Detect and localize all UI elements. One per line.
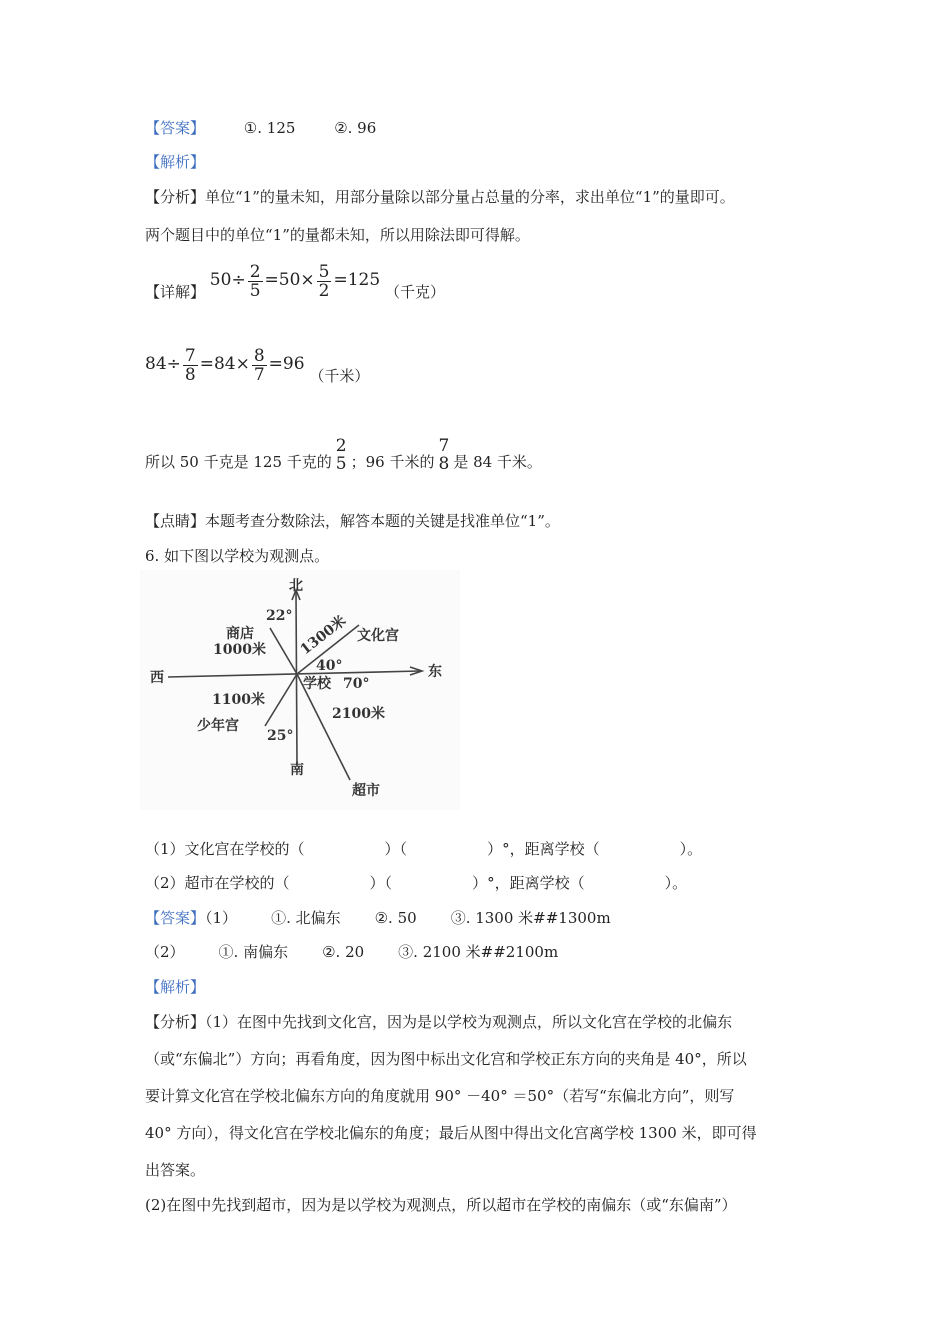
numerator: 2 bbox=[249, 261, 261, 282]
label-market-angle: 70° bbox=[343, 676, 370, 692]
text: ）（ bbox=[384, 840, 408, 858]
label-north: 北 bbox=[289, 578, 303, 594]
label-shop-dist: 1000米 bbox=[213, 642, 266, 658]
label-market: 超市 bbox=[352, 783, 380, 799]
q6-title: 6. 如下图以学校为观测点。 bbox=[145, 547, 330, 565]
q6-fenxi-l6: (2)在图中先找到超市，因为是以学校为观测点，所以超市在学校的南偏东（或“东偏南”） bbox=[145, 1196, 737, 1214]
q6-fenxi-l1 bbox=[145, 1012, 732, 1032]
text: ）。 bbox=[679, 840, 703, 858]
label-west: 西 bbox=[150, 670, 164, 686]
label-youth-dist: 1100米 bbox=[212, 692, 265, 708]
fraction bbox=[248, 263, 263, 300]
label-culture-dist: 1300米 bbox=[297, 612, 350, 659]
denominator: 8 bbox=[184, 364, 196, 385]
q5-conclusion bbox=[145, 426, 542, 484]
answer: ②. 20 bbox=[322, 943, 365, 961]
text: ）°，距离学校（ bbox=[472, 874, 585, 892]
expr: =84× bbox=[199, 354, 250, 374]
q6-fenxi-l4: 40° 方向），得文化宫在学校北偏东的角度；最后从图中得出文化宫离学校 1300 米，即可得 bbox=[145, 1124, 757, 1142]
fenxi-text: 单位“1”的量未知，用部分量除以部分量占总量的分率，求出单位“1”的量即可。 bbox=[205, 188, 735, 206]
answer-label: 【答案】 bbox=[145, 119, 206, 137]
fenxi-label: 【分析】 bbox=[145, 1013, 206, 1031]
answer: ①. 南偏东 bbox=[218, 943, 289, 961]
q6-sub1 bbox=[145, 839, 702, 859]
dianjing-text: 本题考查分数除法，解答本题的关键是找准单位“1”。 bbox=[205, 512, 560, 530]
label-shop-angle: 22° bbox=[266, 608, 293, 624]
denominator: 5 bbox=[335, 454, 347, 474]
q5-fenxi-line2: 两个题目中的单位“1”的量都未知，所以用除法即可得解。 bbox=[145, 226, 530, 244]
answer-2: ②. 96 bbox=[334, 119, 377, 137]
text: ）°，距离学校（ bbox=[487, 840, 600, 858]
answer: ②. 50 bbox=[374, 909, 417, 927]
answer: ①. 北偏东 bbox=[271, 909, 341, 927]
numerator: 7 bbox=[438, 436, 450, 456]
numerator: 7 bbox=[184, 345, 196, 366]
label-school: 学校 bbox=[303, 676, 331, 692]
detail-label: 【详解】 bbox=[145, 283, 206, 301]
op: ÷ bbox=[166, 354, 181, 374]
label-culture: 文化宫 bbox=[357, 628, 399, 644]
denominator: 7 bbox=[253, 364, 265, 385]
answer-1: ①. 125 bbox=[243, 119, 296, 137]
q5-detail-formula1 bbox=[145, 258, 445, 314]
jiexi-label: 【解析】 bbox=[145, 978, 206, 996]
answer: ③. 2100 米##2100m bbox=[398, 943, 559, 961]
text: （2）超市在学校的（ bbox=[145, 874, 290, 892]
text: （1）在图中先找到文化宫，因为是以学校为观测点，所以文化宫在学校的北偏东 bbox=[205, 1013, 733, 1031]
dianjing-label: 【点睛】 bbox=[145, 512, 206, 530]
q5-fenxi-line1 bbox=[145, 187, 735, 207]
denominator: 8 bbox=[438, 454, 450, 474]
fenxi-label: 【分析】 bbox=[145, 188, 206, 206]
label-youth-angle: 25° bbox=[267, 728, 294, 744]
q6-answer-2 bbox=[145, 942, 558, 962]
text: ）（ bbox=[369, 874, 393, 892]
q6-fenxi-l2: （或“东偏北”）方向；再看角度，因为图中标出文化宫和学校正东方向的夹角是 40°，所以 bbox=[145, 1050, 747, 1068]
direction-diagram bbox=[140, 570, 460, 810]
result: =125 bbox=[333, 270, 381, 290]
part: （2） bbox=[145, 943, 185, 961]
q6-answer-1 bbox=[145, 908, 611, 928]
fraction bbox=[317, 263, 332, 300]
fraction bbox=[436, 437, 451, 473]
result: =96 bbox=[268, 354, 305, 374]
fraction bbox=[183, 347, 198, 384]
label-market-dist: 2100米 bbox=[332, 706, 385, 722]
denominator: 5 bbox=[249, 280, 261, 301]
text: （1）文化宫在学校的（ bbox=[145, 840, 305, 858]
expr: =50× bbox=[264, 270, 315, 290]
num: 50 bbox=[209, 270, 232, 290]
label-shop: 商店 bbox=[226, 626, 254, 642]
q6-sub2 bbox=[145, 873, 687, 893]
numerator: 5 bbox=[318, 261, 330, 282]
denominator: 2 bbox=[318, 280, 330, 301]
text: ）。 bbox=[664, 874, 688, 892]
unit: （千克） bbox=[384, 283, 445, 301]
text: ；96 千米的 bbox=[350, 453, 435, 471]
part: （1） bbox=[205, 909, 238, 927]
q5-dianjing bbox=[145, 511, 560, 531]
numerator: 8 bbox=[253, 345, 265, 366]
label-youth: 少年宫 bbox=[197, 718, 239, 734]
north-south-axis bbox=[296, 592, 297, 765]
op: ÷ bbox=[231, 270, 246, 290]
label-culture-angle: 40° bbox=[316, 658, 343, 674]
q6-fenxi-l3: 要计算文化宫在学校北偏东方向的角度就用 90° －40° ＝50°（若写“东偏北方向”，则写 bbox=[145, 1087, 735, 1105]
q5-answer bbox=[145, 118, 376, 138]
jiexi-label: 【解析】 bbox=[145, 153, 206, 171]
fraction bbox=[334, 437, 349, 473]
answer-label: 【答案】 bbox=[145, 909, 206, 927]
num: 84 bbox=[145, 354, 167, 374]
text: 所以 50 千克是 125 千克的 bbox=[145, 453, 332, 471]
numerator: 2 bbox=[335, 436, 347, 456]
fraction bbox=[252, 347, 267, 384]
q6-fenxi-l5: 出答案。 bbox=[145, 1161, 206, 1179]
label-south: 南 bbox=[290, 762, 304, 778]
text: 是 84 千米。 bbox=[453, 453, 542, 471]
answer: ③. 1300 米##1300m bbox=[450, 909, 611, 927]
label-east: 东 bbox=[428, 664, 442, 680]
unit: （千米） bbox=[309, 367, 370, 385]
q5-detail-formula2 bbox=[145, 342, 369, 398]
